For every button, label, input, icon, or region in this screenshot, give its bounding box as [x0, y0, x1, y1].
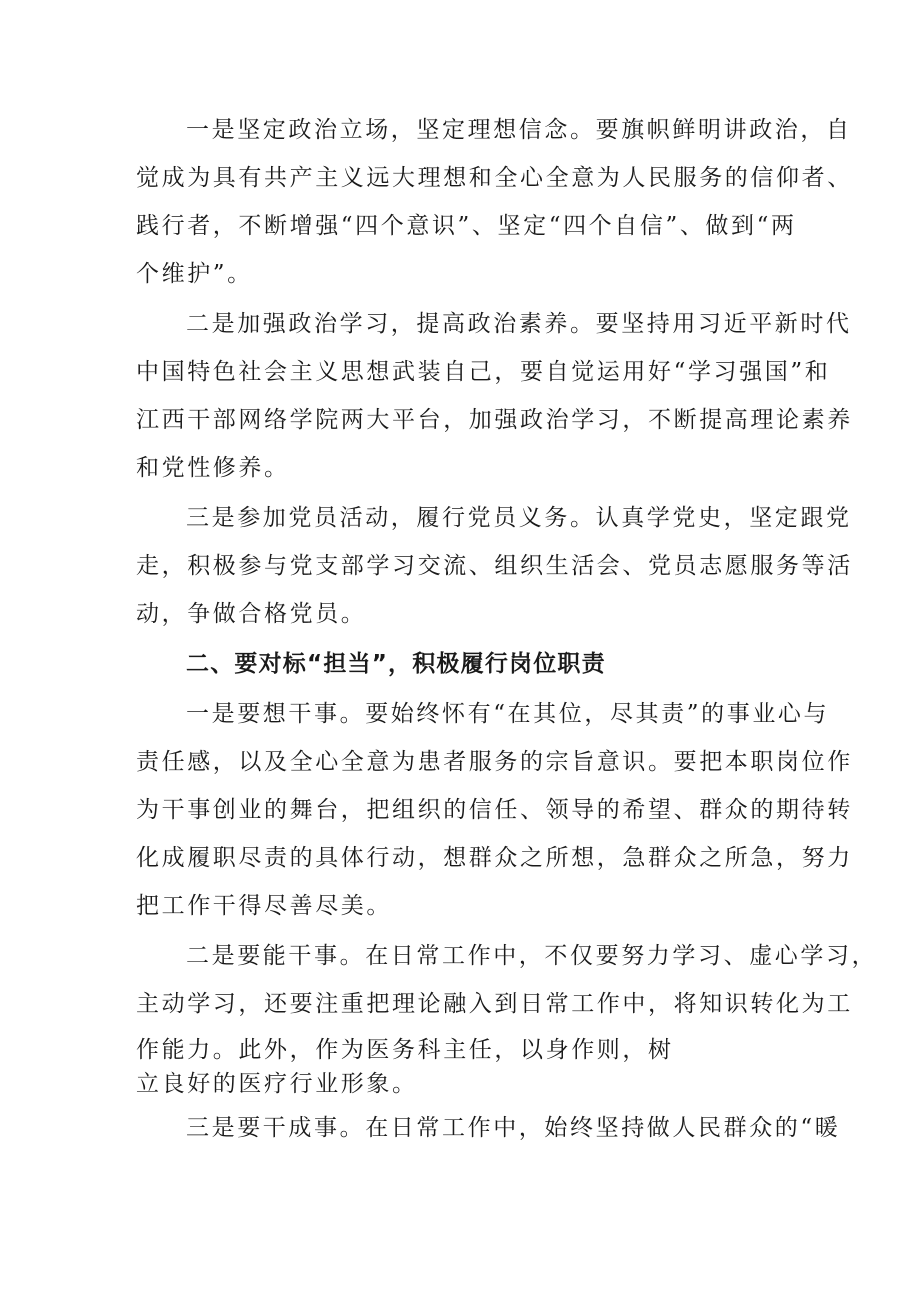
- paragraph-4-line-1: 一是要想干事。要始终怀有“在其位，尽其责”的事业心与: [186, 701, 830, 727]
- paragraph-1-line-1: 一是坚定政治立场，坚定理想信念。要旗帜鲜明讲政治，自: [186, 117, 852, 143]
- paragraph-1-line-4: 个维护”。: [136, 261, 253, 287]
- paragraph-4-line-2: 责任感，以及全心全意为患者服务的宗旨意识。要把本职岗位作: [136, 749, 853, 775]
- paragraph-3-line-1: 三是参加党员活动，履行党员义务。认真学党史，坚定跟党: [186, 505, 852, 531]
- paragraph-3-line-3: 动，争做合格党员。: [136, 601, 367, 627]
- paragraph-2-line-1: 二是加强政治学习，提高政治素养。要坚持用习近平新时代: [186, 311, 852, 337]
- paragraph-5-line-4: 立良好的医疗行业形象。: [136, 1071, 418, 1097]
- paragraph-2-line-3: 江西干部网络学院两大平台，加强政治学习，不断提高理论素养: [136, 407, 853, 433]
- paragraph-6-line-1: 三是要干成事。在日常工作中，始终坚持做人民群众的“暖: [186, 1115, 841, 1141]
- paragraph-5-line-3: 作能力。此外，作为医务科主任，以身作则，树: [136, 1037, 674, 1063]
- paragraph-4-line-4: 化成履职尽责的具体行动，想群众之所想，急群众之所急，努力: [136, 845, 853, 871]
- section-heading: 二、要对标“担当”，积极履行岗位职责: [186, 651, 606, 677]
- paragraph-4-line-5: 把工作干得尽善尽美。: [136, 893, 392, 919]
- paragraph-2-line-4: 和党性修养。: [136, 455, 290, 481]
- paragraph-3-line-2: 走，积极参与党支部学习交流、组织生活会、党员志愿服务等活: [136, 553, 853, 579]
- paragraph-1-line-3: 践行者，不断增强“四个意识”、坚定“四个自信”、做到“两: [136, 213, 797, 239]
- paragraph-2-line-2: 中国特色社会主义思想武装自己，要自觉运用好“学习强国”和: [136, 359, 831, 385]
- paragraph-1-line-2: 觉成为具有共产主义远大理想和全心全意为人民服务的信仰者、: [136, 165, 853, 191]
- paragraph-5-line-1: 二是要能干事。在日常工作中，不仅要努力学习、虚心学习，: [186, 943, 878, 969]
- paragraph-5-line-2: 主动学习，还要注重把理论融入到日常工作中，将知识转化为工: [136, 991, 853, 1017]
- paragraph-4-line-3: 为干事创业的舞台，把组织的信任、领导的希望、群众的期待转: [136, 797, 853, 823]
